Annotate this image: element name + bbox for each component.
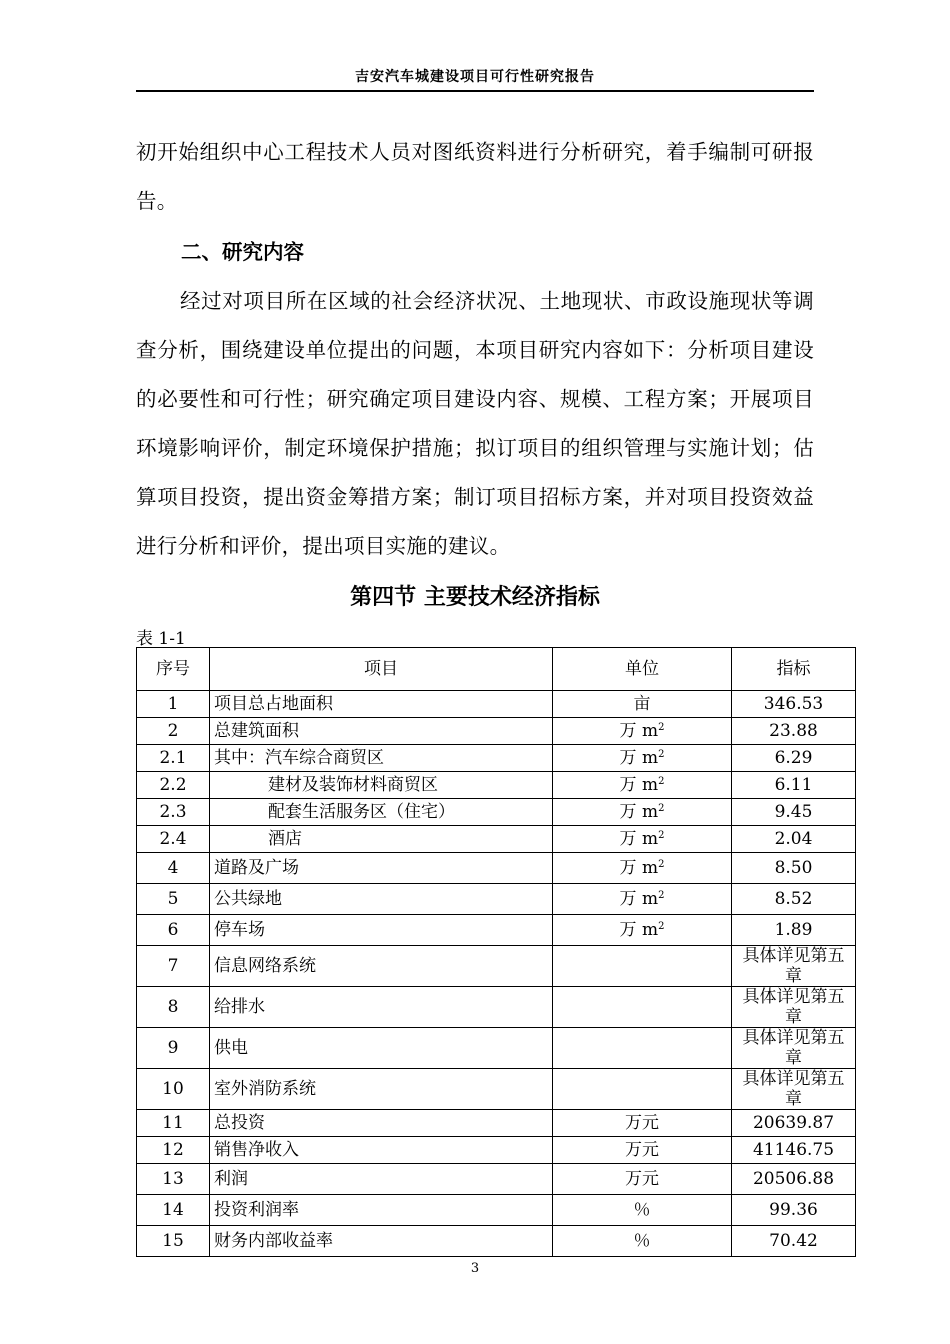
row-unit: 万元: [553, 1164, 732, 1195]
unit-superscript: 2: [658, 803, 665, 814]
row-value: 99.36: [732, 1195, 856, 1226]
paragraph-research-content: 经过对项目所在区域的社会经济状况、土地现状、市政设施现状等调查分析，围绕建设单位提出的问题，本项目研究内容如下：分析项目建设的必要性和可行性；研究确定项目建设内容、规模、工程方案；开展项目环境影响评价，制定环境保护措施；拟订项目的组织管理与实施计划；估算项目投资，提出资金筹措方案；制订项目招标方案，并对项目投资效益进行分析和评价，提出项目实施的建议。: [136, 289, 814, 558]
row-no: 7: [137, 946, 210, 987]
row-no: 1: [137, 691, 210, 718]
table-row: [137, 987, 856, 1028]
table-row: [137, 772, 856, 799]
row-no: 2.1: [137, 745, 210, 772]
table-row: [137, 884, 856, 915]
row-item: 道路及广场: [210, 853, 553, 884]
row-unit: [553, 1028, 732, 1069]
unit-text: 亩: [633, 694, 651, 714]
table-row: [137, 691, 856, 718]
row-no: 9: [137, 1028, 210, 1069]
unit-text: 万 m: [619, 721, 659, 741]
row-no: 12: [137, 1137, 210, 1164]
header-divider: [136, 90, 814, 92]
row-no: 8: [137, 987, 210, 1028]
row-unit: [553, 826, 732, 853]
row-value: 6.29: [732, 745, 856, 772]
row-unit: [553, 718, 732, 745]
row-item: 给排水: [210, 987, 553, 1028]
unit-text: 万 m: [619, 920, 659, 940]
row-item: 其中：汽车综合商贸区: [210, 745, 553, 772]
table-row: [137, 853, 856, 884]
row-item: 总投资: [210, 1110, 553, 1137]
row-no: 2: [137, 718, 210, 745]
row-item: 利润: [210, 1164, 553, 1195]
row-unit: [553, 772, 732, 799]
row-item: 室外消防系统: [210, 1069, 553, 1110]
row-value: 具体详见第五章: [732, 1069, 856, 1110]
row-value: 346.53: [732, 691, 856, 718]
table-row: [137, 1226, 856, 1257]
running-header-title: 吉安汽车城建设项目可行性研究报告: [355, 69, 595, 85]
row-item: 配套生活服务区（住宅）: [210, 799, 553, 826]
table-row: [137, 1137, 856, 1164]
unit-superscript: 2: [658, 890, 665, 901]
unit-superscript: 2: [658, 749, 665, 760]
unit-text: 万 m: [619, 858, 659, 878]
row-item: 建材及装饰材料商贸区: [210, 772, 553, 799]
row-value: 1.89: [732, 915, 856, 946]
row-unit: [553, 799, 732, 826]
row-unit: [553, 1069, 732, 1110]
row-unit: ％: [553, 1226, 732, 1257]
row-value: 9.45: [732, 799, 856, 826]
unit-superscript: 2: [658, 830, 665, 841]
row-no: 13: [137, 1164, 210, 1195]
row-value: 6.11: [732, 772, 856, 799]
unit-text: 万 m: [619, 775, 659, 795]
table-row: [137, 826, 856, 853]
header-cell-unit: 单位: [553, 648, 732, 691]
table-header-row: [137, 648, 856, 691]
row-value: 具体详见第五章: [732, 1028, 856, 1069]
unit-text: 万 m: [619, 748, 659, 768]
row-value: 具体详见第五章: [732, 946, 856, 987]
row-item: 信息网络系统: [210, 946, 553, 987]
unit-superscript: 2: [658, 722, 665, 733]
table-row: [137, 745, 856, 772]
row-value: 70.42: [732, 1226, 856, 1257]
table-caption: 表 1-1: [136, 629, 186, 649]
unit-superscript: 2: [658, 776, 665, 787]
row-value: 20506.88: [732, 1164, 856, 1195]
table-row: [137, 718, 856, 745]
row-no: 4: [137, 853, 210, 884]
row-unit: [553, 946, 732, 987]
row-item: 投资利润率: [210, 1195, 553, 1226]
row-unit: [553, 745, 732, 772]
unit-text: 万 m: [619, 889, 659, 909]
header-cell-no: 序号: [137, 648, 210, 691]
row-unit: [553, 691, 732, 718]
row-value: 8.52: [732, 884, 856, 915]
row-value: 20639.87: [732, 1110, 856, 1137]
row-no: 15: [137, 1226, 210, 1257]
unit-text: 万 m: [619, 829, 659, 849]
row-value: 23.88: [732, 718, 856, 745]
row-unit: 万元: [553, 1137, 732, 1164]
row-no: 5: [137, 884, 210, 915]
row-no: 2.2: [137, 772, 210, 799]
unit-superscript: 2: [658, 921, 665, 932]
row-item: 停车场: [210, 915, 553, 946]
row-item: 销售净收入: [210, 1137, 553, 1164]
unit-text: 万 m: [619, 802, 659, 822]
row-item: 财务内部收益率: [210, 1226, 553, 1257]
row-item: 酒店: [210, 826, 553, 853]
row-no: 10: [137, 1069, 210, 1110]
table-row: [137, 1195, 856, 1226]
table-row: [137, 1028, 856, 1069]
indicators-table: [136, 647, 856, 1257]
table-row: [137, 799, 856, 826]
row-item: 供电: [210, 1028, 553, 1069]
row-no: 2.3: [137, 799, 210, 826]
row-unit: ％: [553, 1195, 732, 1226]
row-unit: [553, 884, 732, 915]
row-no: 11: [137, 1110, 210, 1137]
row-item: 公共绿地: [210, 884, 553, 915]
row-no: 14: [137, 1195, 210, 1226]
paragraph-continuation: 初开始组织中心工程技术人员对图纸资料进行分析研究，着手编制可研报告。: [136, 140, 814, 213]
table-row: [137, 915, 856, 946]
unit-superscript: 2: [658, 859, 665, 870]
row-item: 项目总占地面积: [210, 691, 553, 718]
header-cell-value: 指标: [732, 648, 856, 691]
row-no: 6: [137, 915, 210, 946]
row-unit: [553, 853, 732, 884]
row-no: 2.4: [137, 826, 210, 853]
row-value: 41146.75: [732, 1137, 856, 1164]
subsection-heading: 二、研究内容: [181, 240, 304, 264]
table-row: [137, 1110, 856, 1137]
table-row: [137, 1164, 856, 1195]
row-item: 总建筑面积: [210, 718, 553, 745]
table-row: [137, 1069, 856, 1110]
table-row: [137, 946, 856, 987]
row-unit: [553, 987, 732, 1028]
page-number: 3: [470, 1261, 480, 1276]
header-cell-item: 项目: [210, 648, 553, 691]
row-value: 具体详见第五章: [732, 987, 856, 1028]
row-value: 2.04: [732, 826, 856, 853]
section-title: 第四节 主要技术经济指标: [350, 584, 600, 610]
row-value: 8.50: [732, 853, 856, 884]
row-unit: 万元: [553, 1110, 732, 1137]
row-unit: [553, 915, 732, 946]
